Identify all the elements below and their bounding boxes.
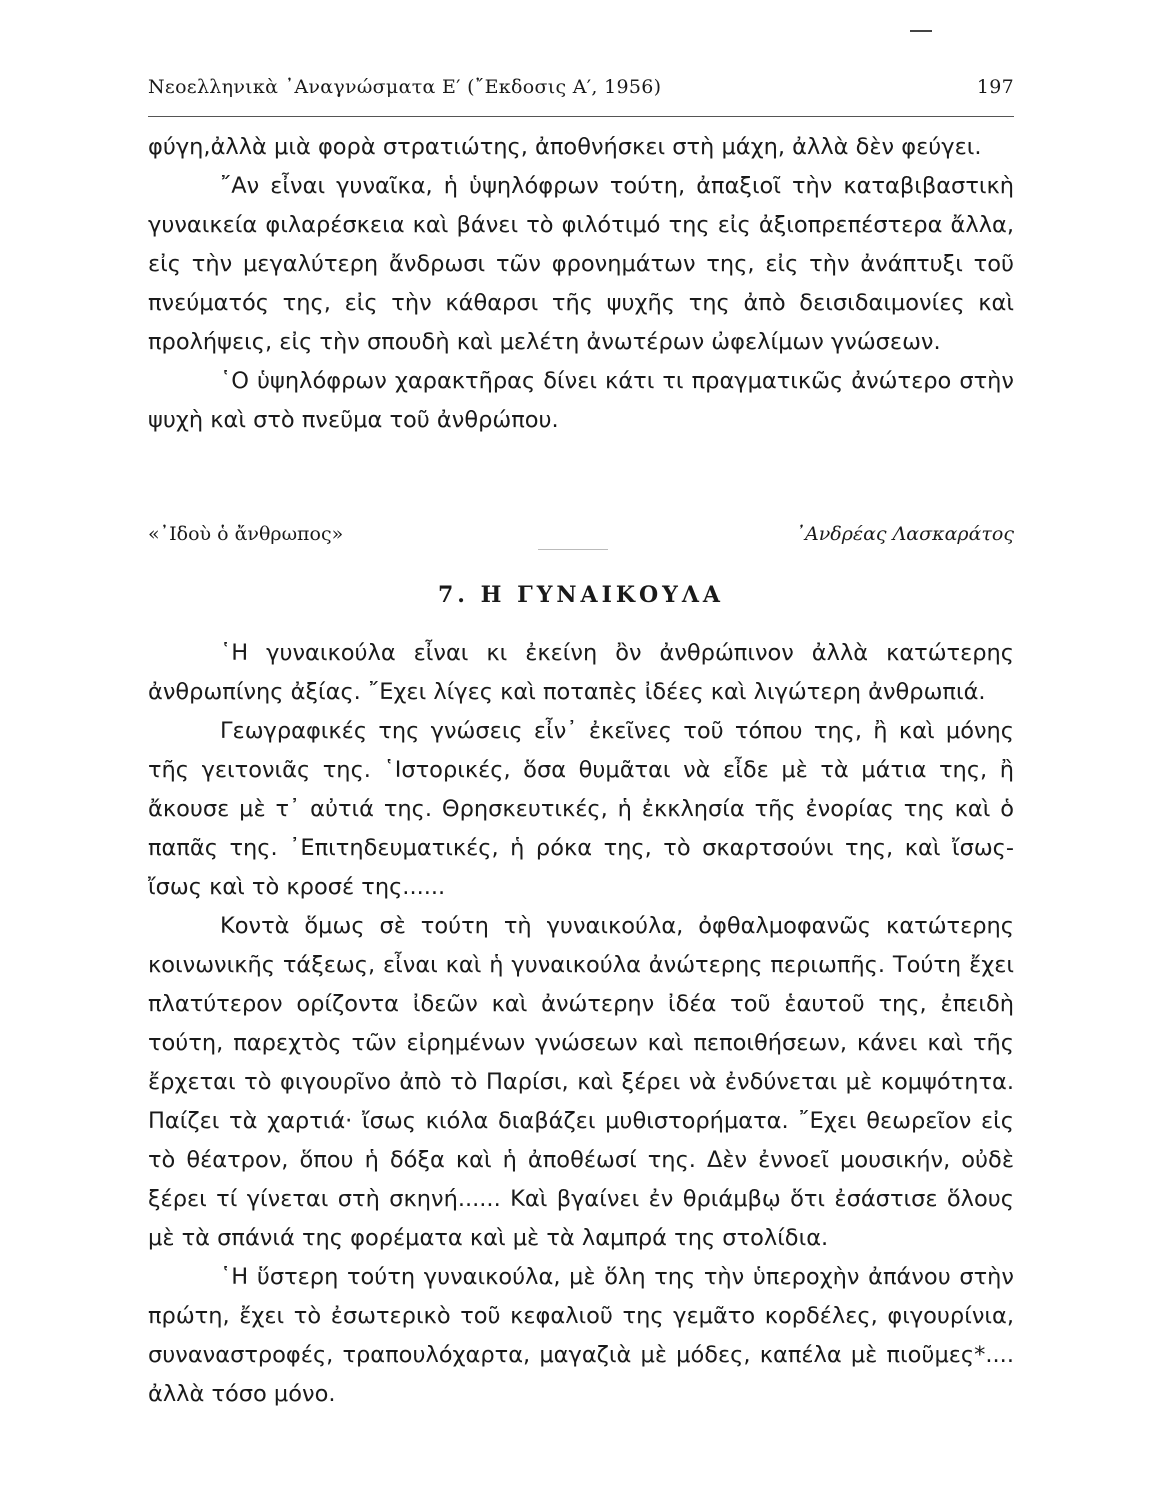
section-1-text (148, 128, 1014, 440)
scan-mark (910, 30, 932, 32)
paragraph: Κοντὰ ὅμως σὲ τούτη τὴ γυναικούλα, ὀφθαλμοφανῶς κατώτερης κοινωνικῆς τάξεως, εἶναι καὶ ἡ γυναικούλα ἀνώτερης περιωπῆς. Τούτη ἔχει πλατύτερον ορίζοντα ἰδεῶν καὶ ἀνώτερην ἰδέα τοῦ ἑαυτοῦ της, ἐπειδὴ τούτη, παρεχτὸς τῶν εἰρημένων γνώσεων καὶ πεποιθήσεων, κάνει καὶ τῆς ἔρχεται τὸ φιγουρῖνο ἀπὸ τὸ Παρίσι, καὶ ξέρει νὰ ἐνδύνεται μὲ κομψότητα. Παίζει τὰ χαρτιά· ἴσως κιόλα διαβάζει μυθιστορήματα. ῎Εχει θεωρεῖον εἰς τὸ θέατρον, ὅπου ἡ δόξα καὶ ἡ ἀποθέωσί της. Δὲν ἐννοεῖ μουσικήν, οὐδὲ ξέρει τί γίνεται στὴ σκηνή...... Καὶ βγαίνει ἐν θριάμβῳ ὅτι ἐσάστισε ὅλους μὲ τὰ σπάνιά της φορέματα καὶ μὲ τὰ λαμπρά της στολίδια. (148, 913, 1014, 1251)
paragraph: ῾Η ὕστερη τούτη γυναικούλα, μὲ ὅλη της τὴν ὑπεροχὴν ἀπάνου στὴν πρώτη, ἔχει τὸ ἐσωτερικὸ τοῦ κεφαλιοῦ της γεμᾶτο κορδέλες, φιγουρίνια, συναναστροφές, τραπουλόχαρτα, μαγαζιὰ μὲ μόδες, καπέλα μὲ πιοῦμες*.... ἀλλὰ τόσο μόνο. (148, 1264, 1014, 1407)
paragraph: ῎Αν εἶναι γυναῖκα, ἡ ὑψηλόφρων τούτη, ἀπαξιοῖ τὴν καταβιβαστικὴ γυναικεία φιλαρέσκεια καὶ βάνει τὸ φιλότιμό της εἰς ἀξιοπρεπέστερα ἄλλα, εἰς τὴν μεγαλύτερη ἄνδρωσι τῶν φρονημάτων της, εἰς τὴν ἀνάπτυξι τοῦ πνεύματός της, εἰς τὴν κάθαρσι τῆς ψυχῆς της ἀπὸ δεισιδαιμονίες καὶ προλήψεις, εἰς τὴν σπουδὴ καὶ μελέτη ἀνωτέρων ὠφελίμων γνώσεων. (148, 173, 1014, 355)
running-title: Νεοελληνικὰ ᾿Αναγνώσματα Ε′ (῎Εκδοσις Α′, 1956) (148, 76, 662, 98)
paragraph: Γεωγραφικές της γνώσεις εἶν᾽ ἐκεῖνες τοῦ τόπου της, ἢ καὶ μόνης τῆς γειτονιᾶς της. ῾Ιστορικές, ὅσα θυμᾶται νὰ εἶδε μὲ τὰ μάτια της, ἢ ἄκουσε μὲ τ᾽ αὐτιά της. Θρησκευτικές, ἡ ἐκκλησία τῆς ἐνορίας της καὶ ὁ παπᾶς της. ᾿Επιτηδευματικές, ἡ ρόκα της, τὸ σκαρτσούνι της, καὶ ἴσως-ἴσως καὶ τὸ κροσέ της...... (148, 718, 1014, 900)
paragraph: φύγη,ἀλλὰ μιὰ φορὰ στρατιώτης, ἀποθνήσκει στὴ μάχη, ἀλλὰ δὲν φεύγει. (148, 134, 982, 160)
author-name: ᾿Ανδρέας Λασκαράτος (795, 523, 1014, 545)
paragraph: ῾Ο ὑψηλόφρων χαρακτῆρας δίνει κάτι τι πραγματικῶς ἀνώτερο στὴν ψυχὴ καὶ στὸ πνεῦμα τοῦ ἀνθρώπου. (148, 368, 1014, 433)
section-title: 7. Η ΓΥΝΑΙΚΟΥΛΑ (438, 582, 724, 608)
running-header (148, 76, 1014, 106)
page-number: 197 (976, 76, 1014, 98)
header-rule (148, 116, 1014, 117)
paragraph: ῾Η γυναικούλα εἶναι κι ἐκείνη ὂν ἀνθρώπινον ἀλλὰ κατώτερης ἀνθρωπίνης ἀξίας. ῎Εχει λίγες καὶ ποταπὲς ἰδέες καὶ λιγώτερη ἀνθρωπιά. (148, 640, 1014, 705)
section-2-text (148, 634, 1014, 1414)
divider (538, 549, 608, 550)
source-title: «᾿Ιδοὺ ὁ ἄνθρωπος» (148, 523, 344, 545)
